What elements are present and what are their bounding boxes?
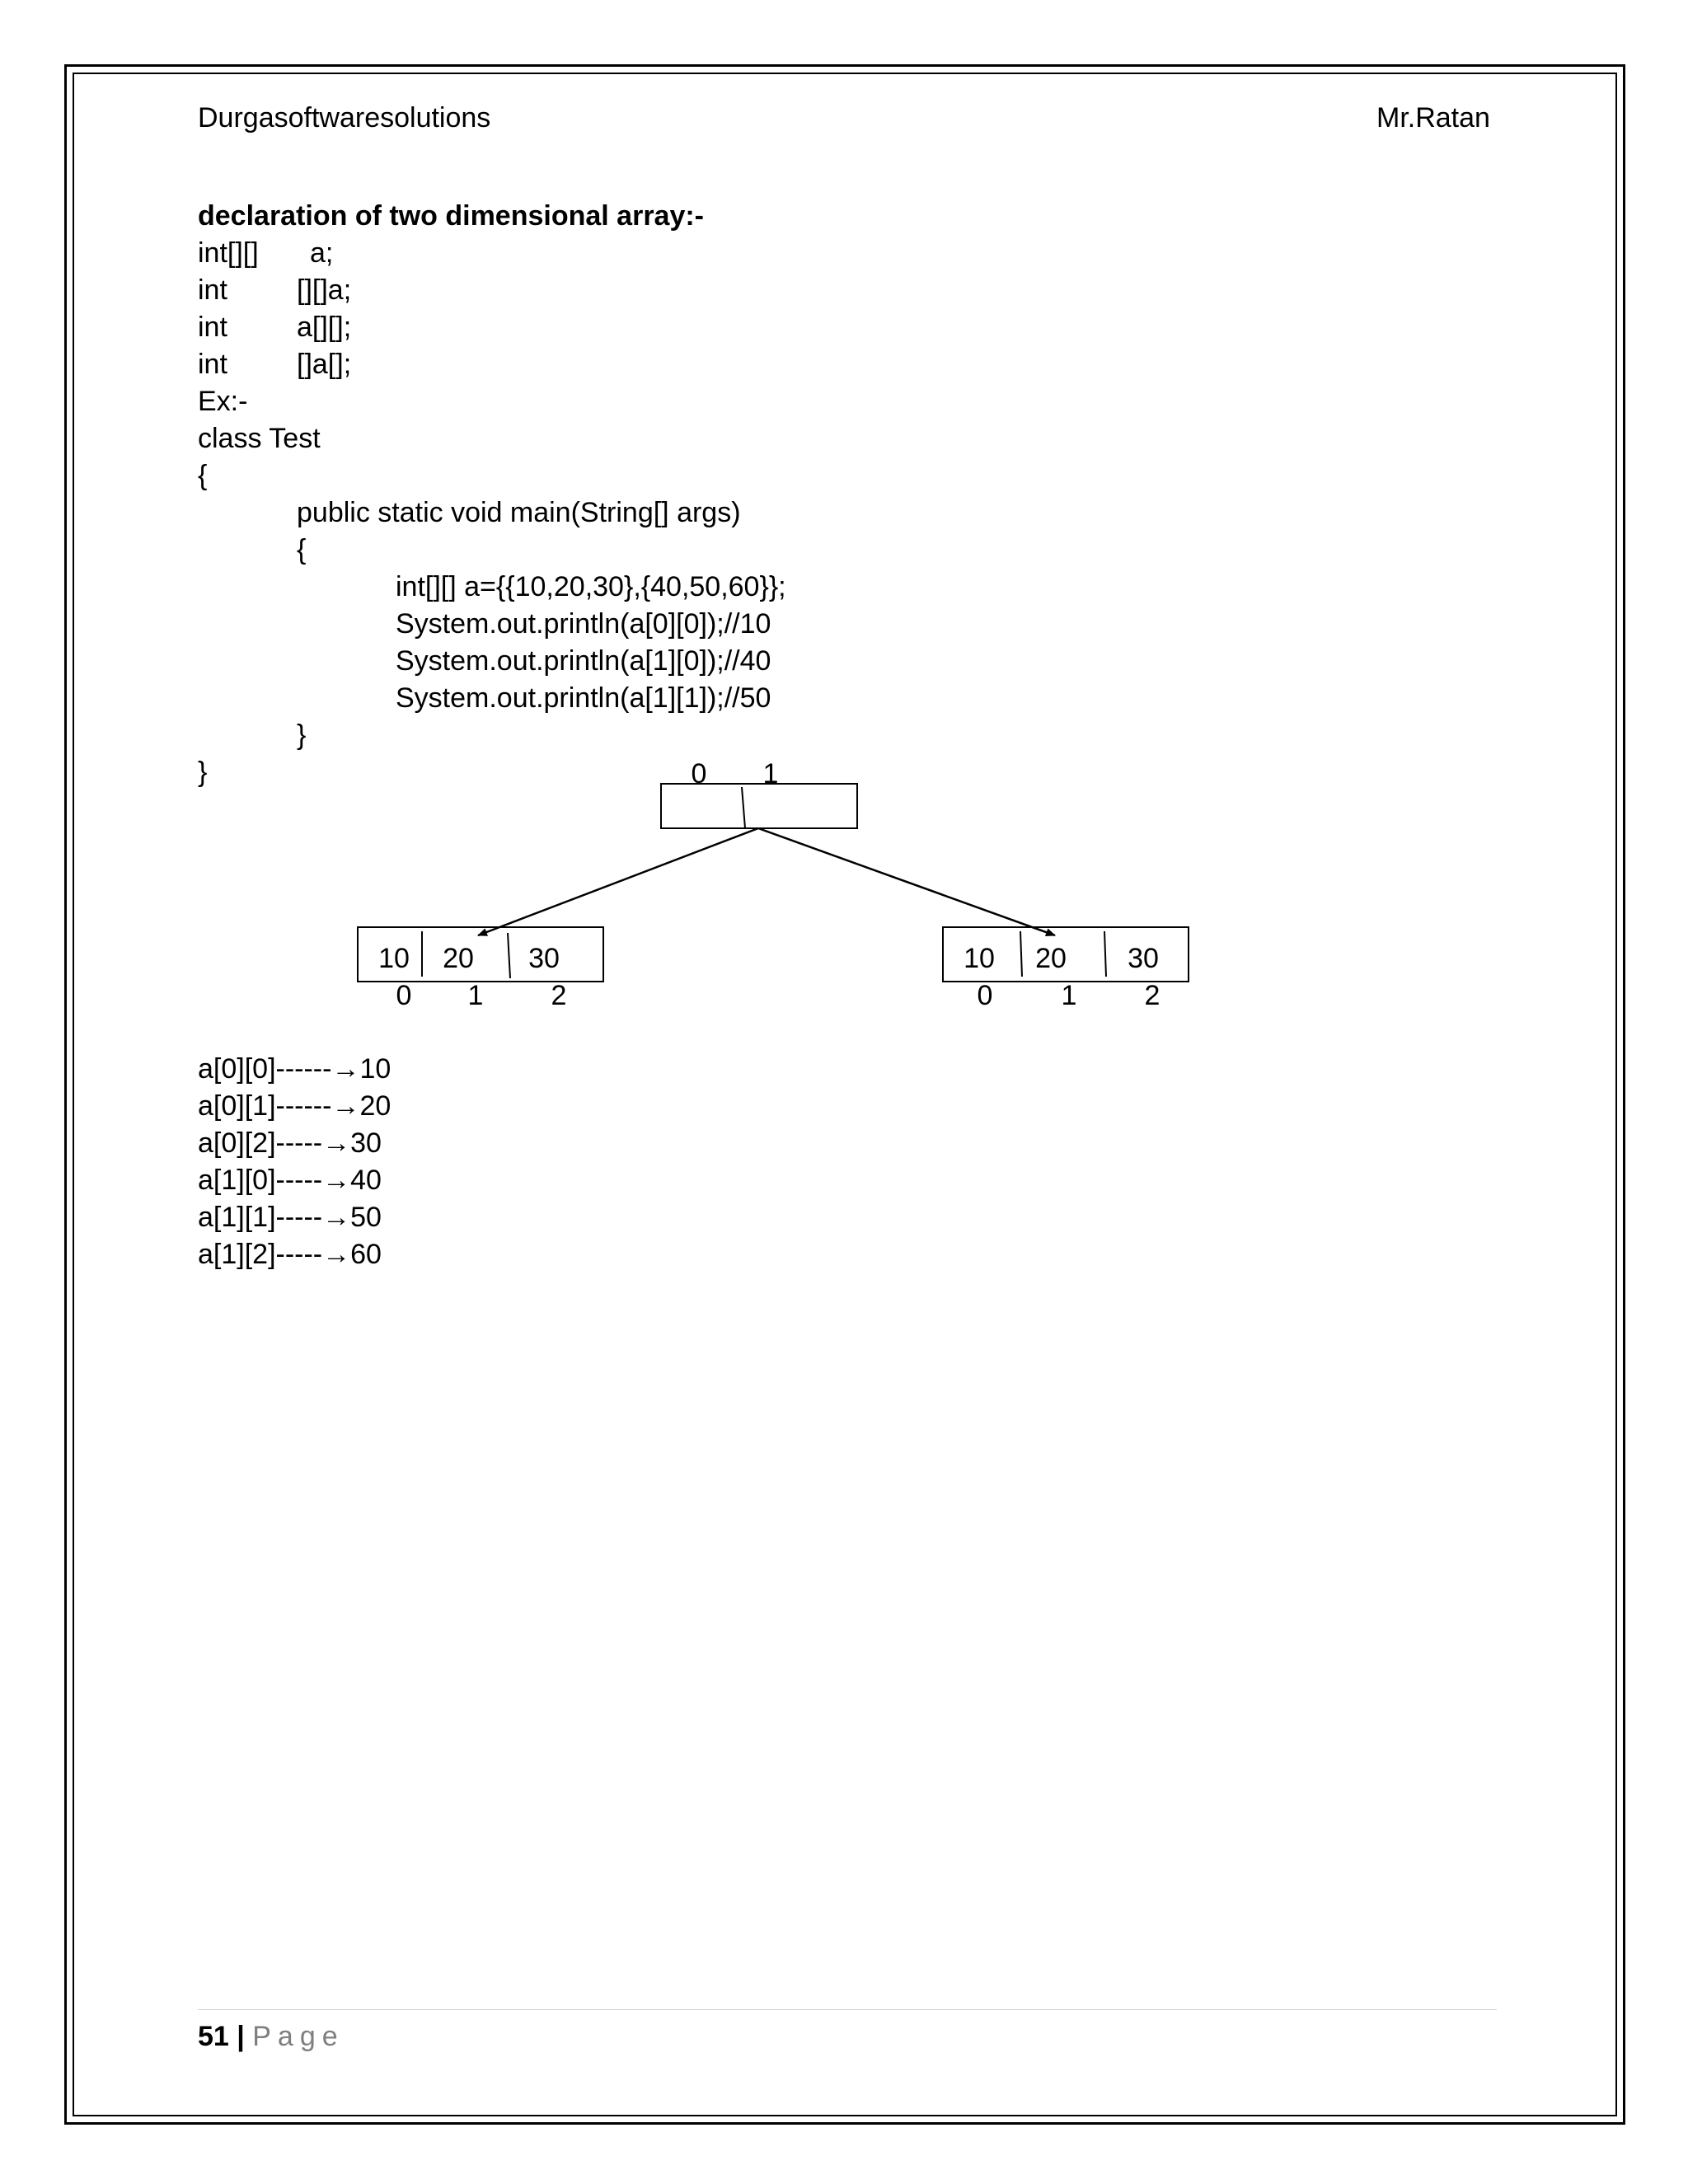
declaration-line xyxy=(198,272,1517,309)
left-array-value: 20 xyxy=(443,943,474,974)
declaration-type: int xyxy=(198,274,227,306)
right-array-index: 2 xyxy=(1144,980,1160,1011)
access-line: a[1][1]-----→50 xyxy=(198,1202,382,1233)
left-array-index: 2 xyxy=(551,980,567,1011)
declaration-type: int xyxy=(198,349,227,380)
code-main-line: public static void main(String[] args) xyxy=(297,497,741,528)
declaration-line xyxy=(198,309,1517,346)
access-line: a[0][1]------→20 xyxy=(198,1090,392,1122)
code-main-open: { xyxy=(297,534,307,565)
footer-divider xyxy=(198,2009,1497,2010)
code-class-line: class Test xyxy=(198,423,321,454)
access-line: a[1][0]-----→40 xyxy=(198,1165,382,1196)
right-array-index: 0 xyxy=(977,980,993,1011)
right-array-index: 1 xyxy=(1061,980,1077,1011)
code-body-line: int[][] a={{10,20,30},{40,50,60}}; xyxy=(396,571,786,602)
right-array-value: 20 xyxy=(1035,943,1067,974)
access-line: a[0][0]------→10 xyxy=(198,1053,392,1085)
code-close-brace: } xyxy=(198,757,208,788)
page-content xyxy=(198,198,1517,1273)
left-array-index: 1 xyxy=(467,980,484,1011)
left-array-value: 10 xyxy=(378,943,410,974)
declaration-name: a[][]; xyxy=(297,312,352,343)
header-company: Durgasoftwaresolutions xyxy=(198,102,491,134)
top-array-index: 1 xyxy=(762,758,779,790)
code-body-line: System.out.println(a[1][0]);//40 xyxy=(396,645,771,677)
page-number: 51 xyxy=(198,2021,229,2052)
header-author: Mr.Ratan xyxy=(1376,102,1490,134)
footer-separator: | xyxy=(237,2021,245,2052)
page-word: Page xyxy=(252,2021,345,2052)
code-body-line: System.out.println(a[1][1]);//50 xyxy=(396,682,771,714)
declaration-name: a; xyxy=(310,237,334,269)
declaration-line xyxy=(198,235,1517,272)
left-array-value: 30 xyxy=(528,943,560,974)
page-footer xyxy=(198,2016,345,2057)
section-heading: declaration of two dimensional array:- xyxy=(198,200,705,232)
right-array-value: 30 xyxy=(1128,943,1159,974)
access-line: a[1][2]-----→60 xyxy=(198,1239,382,1270)
top-array-index: 0 xyxy=(691,758,707,790)
diagram-spacer xyxy=(198,791,1517,1051)
declaration-name: [][]a; xyxy=(297,274,352,306)
declaration-name: []a[]; xyxy=(297,349,352,380)
declaration-type: int[][] xyxy=(198,237,259,269)
code-open-brace: { xyxy=(198,460,208,491)
declaration-type: int xyxy=(198,312,227,343)
declaration-line xyxy=(198,346,1517,383)
access-line: a[0][2]-----→30 xyxy=(198,1127,382,1159)
right-array-value: 10 xyxy=(964,943,995,974)
code-main-close: } xyxy=(297,719,307,751)
example-label: Ex:- xyxy=(198,386,248,417)
left-array-index: 0 xyxy=(396,980,412,1011)
code-body-line: System.out.println(a[0][0]);//10 xyxy=(396,608,771,640)
